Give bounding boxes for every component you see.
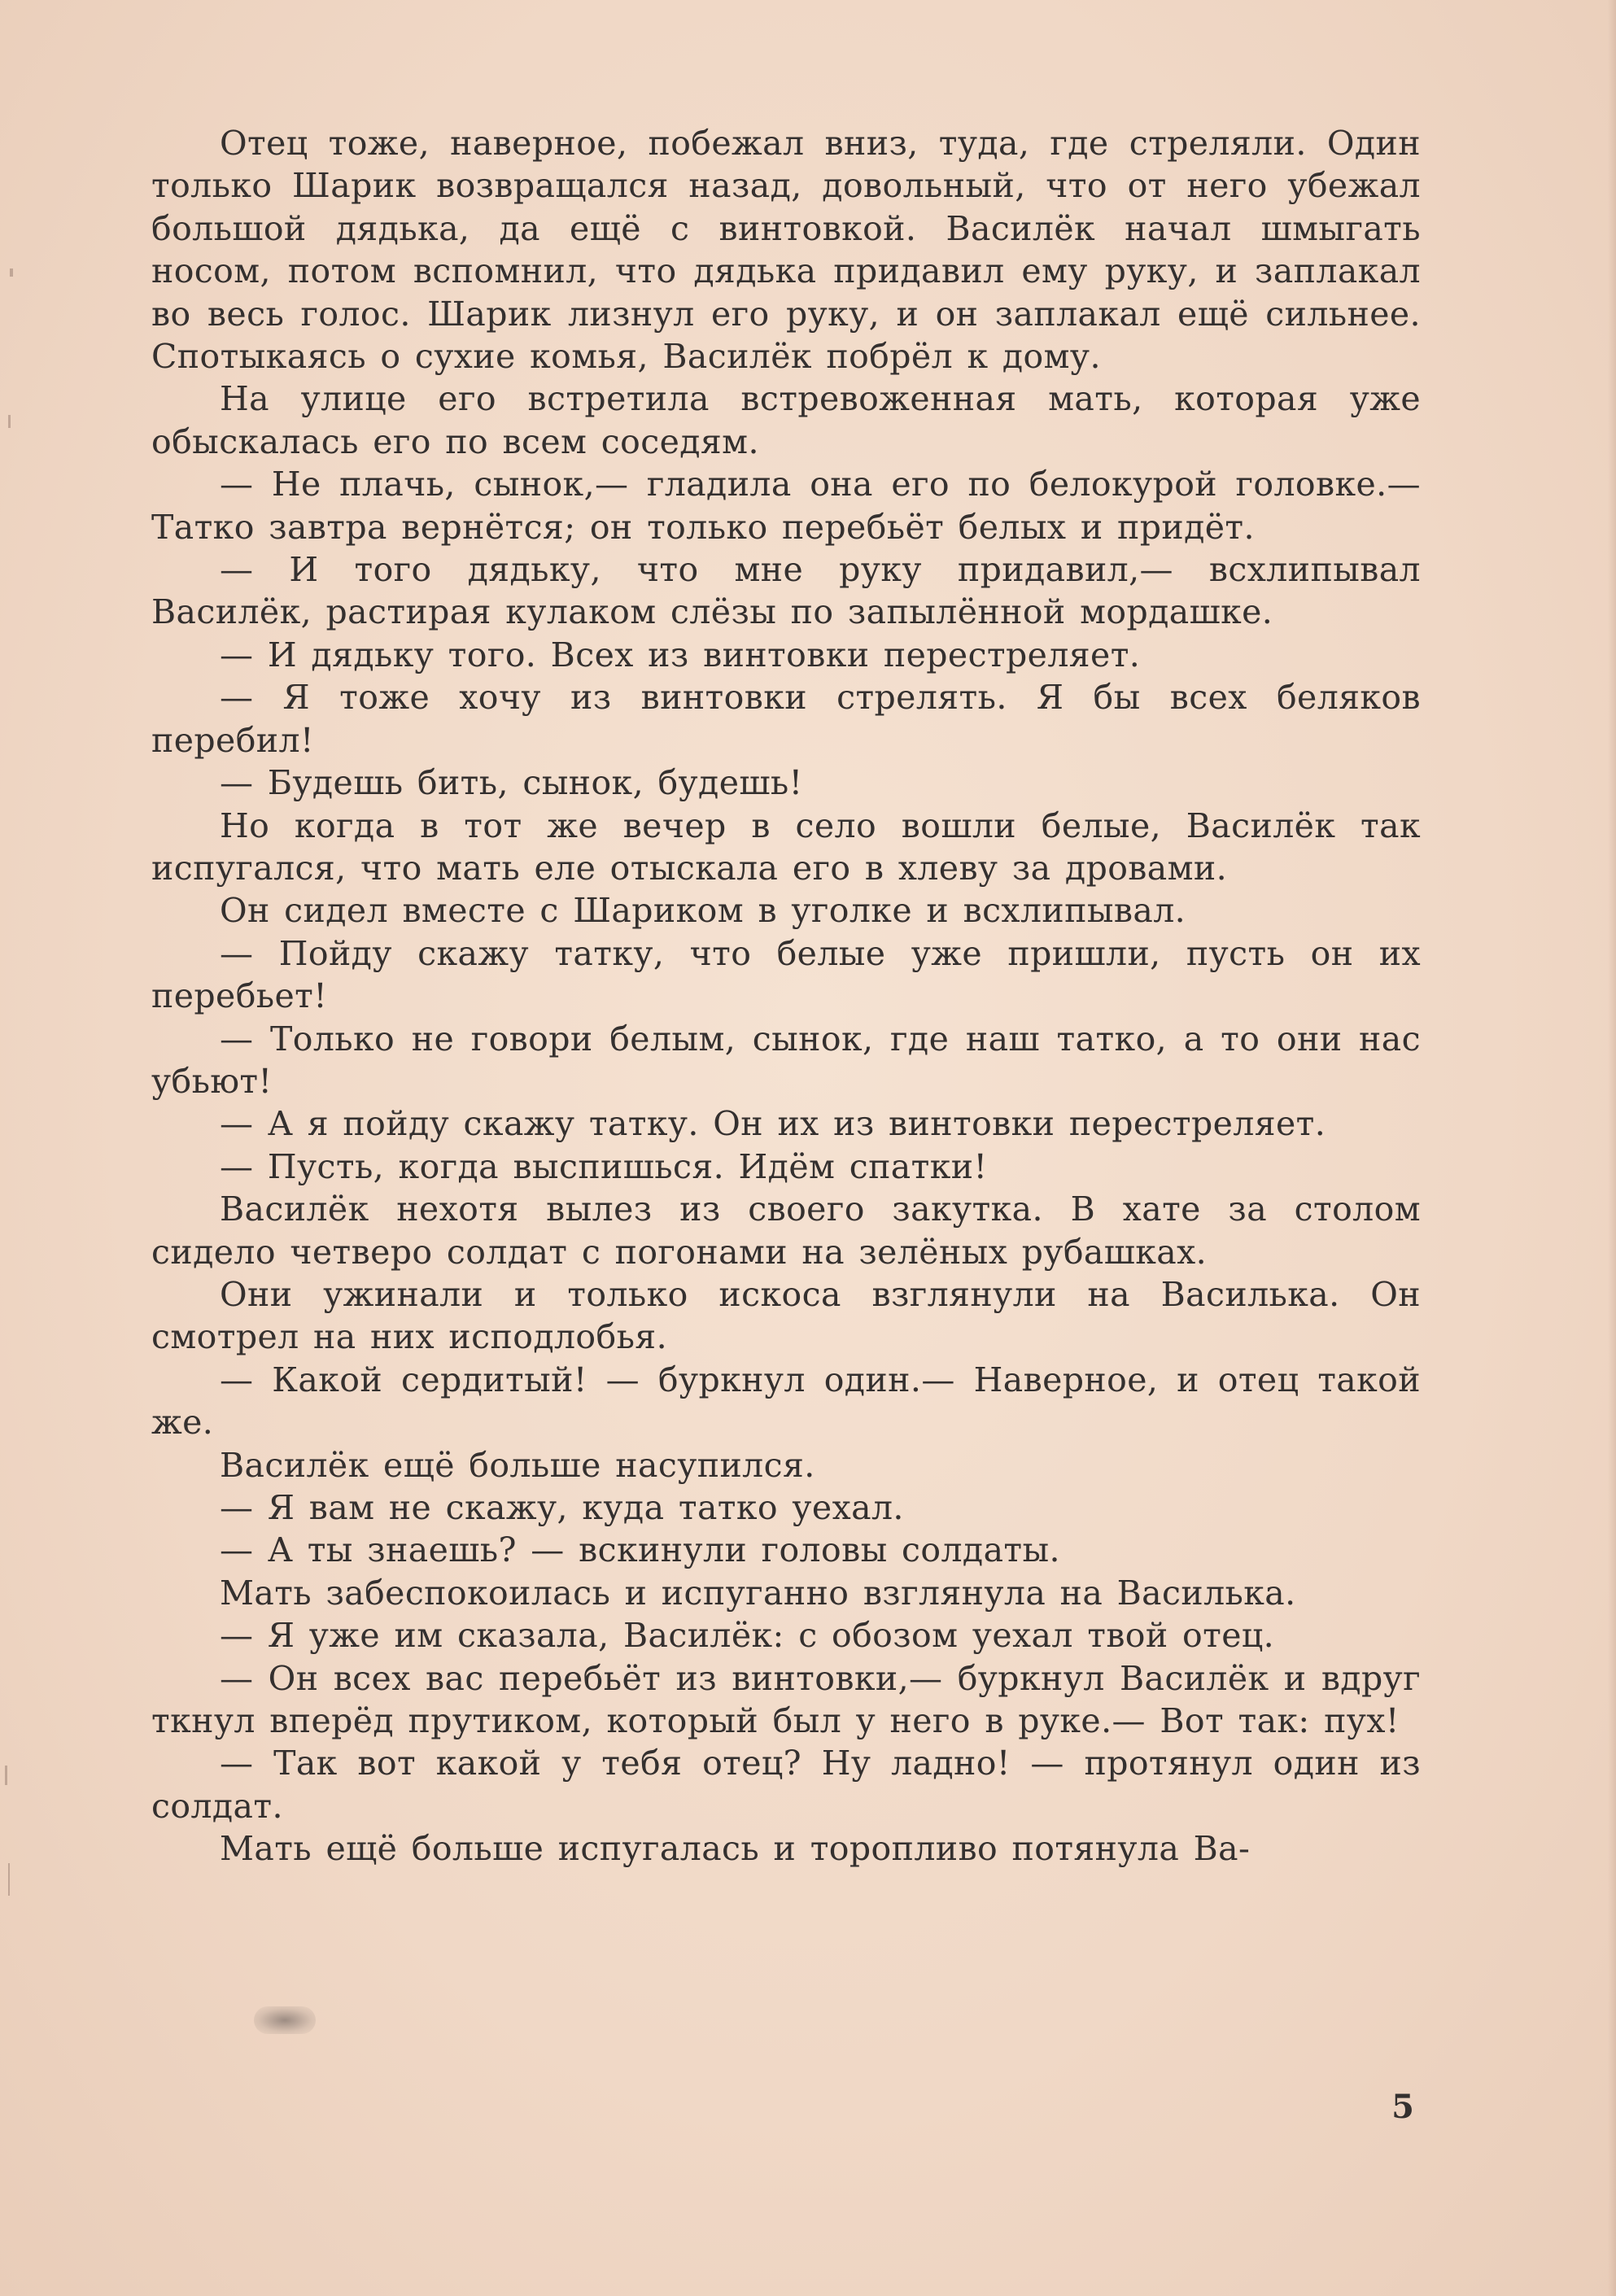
paragraph: Но когда в тот же вечер в село вошли белые, Василёк так испугался, что мать еле отыскала его в хлеву за дровами.: [151, 805, 1421, 888]
paragraph: Мать ещё больше испугалась и торопливо потянула Ва-: [220, 1829, 1251, 1869]
paragraph: — Он всех вас перебьёт из винтовки,— буркнул Василёк и вдруг ткнул вперёд прутиком, который был у него в руке.— Вот так: пух!: [151, 1658, 1421, 1741]
paragraph: — Я тоже хочу из винтовки стрелять. Я бы всех беляков перебил!: [151, 678, 1421, 760]
margin-mark: [8, 415, 11, 428]
margin-mark: [5, 1766, 7, 1785]
paragraph: — Я уже им сказала, Василёк: с обозом уехал твой отец.: [220, 1616, 1275, 1656]
paragraph: — И дядьку того. Всех из винтовки перестреляет.: [220, 635, 1141, 674]
paragraph: Он сидел вместе с Шариком в уголке и всхлипывал.: [220, 891, 1186, 931]
paragraph: — Будешь бить, сынок, будешь!: [220, 763, 803, 803]
page-edge-shadow: [1608, 0, 1616, 2296]
ink-smudge: [254, 2006, 316, 2034]
margin-mark: [8, 1863, 10, 1896]
paragraph: — Так вот какой у тебя отец? Ну ладно! — протянул один из солдат.: [151, 1744, 1421, 1826]
paragraph: — Я вам не скажу, куда татко уехал.: [220, 1488, 904, 1527]
paragraph: — Какой сердитый! — буркнул один.— Наверное, и отец такой же.: [151, 1360, 1421, 1443]
paragraph: — Не плачь, сынок,— гладила она его по белокурой головке.— Татко завтра вернётся; он только перебьёт белых и придёт.: [151, 465, 1421, 547]
paragraph: Мать забеспокоилась и испуганно взглянула на Василька.: [220, 1573, 1296, 1613]
paragraph: Отец тоже, наверное, побежал вниз, туда, где стреляли. Один только Шарик возвращался назад, довольный, что от него убежал большой дядька, да ещё с винтовкой. Василёк начал шмыгать носом, потом вспомнил, что дядька придавил ему руку, и заплакал во весь голос. Шарик лизнул его руку, и он заплакал ещё сильнее. Спотыкаясь о сухие комья, Василёк побрёл к дому.: [151, 124, 1421, 377]
paragraph: — Пусть, когда выспишься. Идём спатки!: [220, 1146, 988, 1186]
page-number: 5: [1391, 2088, 1414, 2126]
paragraph: — И того дядьку, что мне руку придавил,— всхлипывал Василёк, растирая кулаком слёзы по запылённой мордашке.: [151, 550, 1421, 632]
paragraph: — А я пойду скажу татку. Он их из винтовки перестреляет.: [220, 1104, 1326, 1144]
margin-mark: [10, 268, 13, 277]
paragraph: — Пойду скажу татку, что белые уже пришли, пусть он их перебьет!: [151, 933, 1421, 1016]
paragraph: — А ты знаешь? — вскинули головы солдаты.: [220, 1530, 1060, 1570]
paragraph: Они ужинали и только искоса взглянули на Василька. Он смотрел на них исподлобья.: [151, 1274, 1421, 1357]
paragraph: Василёк нехотя вылез из своего закутка. В хате за столом сидело четверо солдат с погонами на зелёных рубашках.: [151, 1189, 1421, 1272]
paragraph: На улице его встретила встревоженная мать, которая уже обыскалась его по всем соседям.: [151, 379, 1421, 461]
paragraph: Василёк ещё больше насупился.: [220, 1445, 815, 1485]
body-text: [151, 122, 1421, 1870]
paragraph: — Только не говори белым, сынок, где наш татко, а то они нас убьют!: [151, 1019, 1421, 1101]
